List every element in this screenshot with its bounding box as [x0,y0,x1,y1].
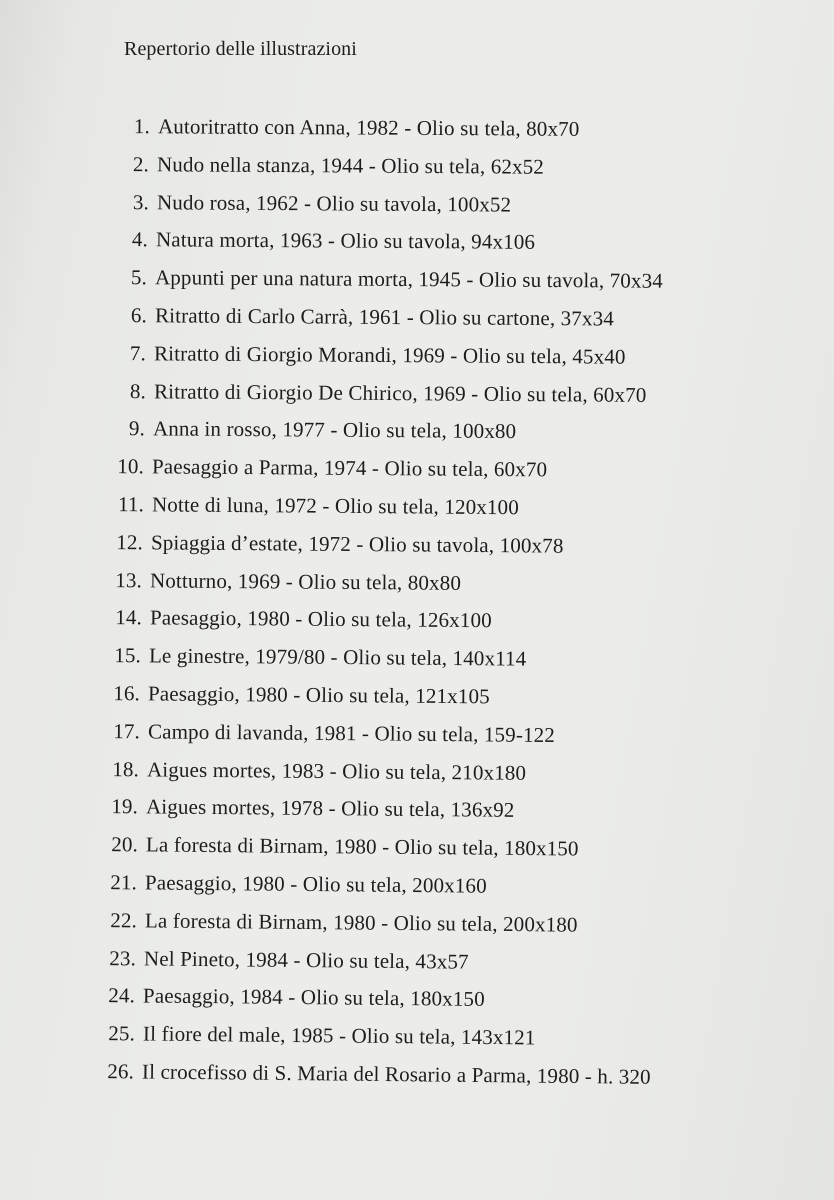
list-item-number: 21. [110,870,138,895]
list-item-number: 2. [133,151,150,177]
list-item-text: Ritratto di Carlo Carrà, 1961 - Olio su cartone, 37x34 [154,303,614,331]
list-item [109,416,516,444]
list-item-text: Paesaggio a Parma, 1974 - Olio su tela, 60x70 [152,454,548,482]
list-item-number: 19. [111,794,139,819]
list-item [98,1059,651,1090]
list-item-number: 15. [114,643,142,668]
page-heading: Repertorio delle illustrazioni [124,38,357,60]
list-item-number: 26. [107,1059,135,1084]
list-item-number: 17. [112,718,140,744]
list-item [110,341,626,370]
list-item-text: Paesaggio, 1980 - Olio su tela, 121x105 [148,681,491,709]
list-item-text: Natura morta, 1963 - Olio su tavola, 94x106 [156,227,536,255]
list-item-text: Notte di luna, 1972 - Olio su tela, 120x100 [151,492,519,520]
list-item-number: 13. [115,567,143,592]
list-item [113,152,544,180]
list-item-text: Paesaggio, 1980 - Olio su tela, 200x160 [145,870,488,898]
list-item-text: Aigues mortes, 1978 - Olio su tela, 136x92 [146,794,516,823]
list-item-number: 3. [132,189,149,214]
list-item-text: Aigues mortes, 1983 - Olio su tela, 210x180 [147,756,527,785]
list-item [113,190,511,218]
list-item-number: 14. [114,605,142,630]
list-item-number: 18. [112,756,140,781]
list-item-number: 20. [111,832,138,857]
list-item-text: La foresta di Birnam, 1980 - Olio su tela, 180x150 [145,832,579,861]
list-item [111,265,663,294]
list-item-text: Notturno, 1969 - Olio su tela, 80x80 [150,567,462,595]
list-item-text: Ritratto di Giorgio Morandi, 1969 - Olio su tela, 45x40 [154,341,626,369]
list-item-text: Il crocefisso di S. Maria del Rosario a Parma, 1980 - h. 320 [141,1059,651,1089]
list-item [107,492,518,520]
list-item-number: 7. [130,340,147,366]
list-item [106,605,492,633]
list-item [111,303,614,332]
list-item [104,681,490,709]
list-item-text: Paesaggio, 1980 - Olio su tela, 126x100 [149,605,492,633]
list-item [103,757,526,786]
list-item [102,832,579,861]
list-item-number: 16. [113,681,141,706]
list-item-number: 25. [107,1021,135,1046]
list-item-number: 10. [117,454,145,479]
list-item [106,568,461,596]
list-item-number: 9. [128,416,145,441]
list-item-text: Campo di lavanda, 1981 - Olio su tela, 159-122 [147,719,555,747]
list-item-number: 8. [129,378,146,403]
list-item-number: 4. [131,227,149,252]
list-item-text: La foresta di Birnam, 1980 - Olio su tela, 200x180 [144,908,578,937]
list-item-number: 1. [133,114,151,139]
list-item [104,719,555,748]
list-item [105,643,527,672]
list-item-text: Anna in rosso, 1977 - Olio su tela, 100x80 [152,416,517,444]
list-item [108,454,547,482]
list-item-text: Autoritratto con Anna, 1982 - Olio su tela, 80x70 [157,114,580,141]
list-item [107,530,564,559]
list-item-number: 5. [131,265,148,290]
list-item-number: 12. [116,529,144,555]
list-item-number: 23. [109,945,137,970]
list-item-number: 11. [117,492,144,517]
list-item-text: Nudo rosa, 1962 - Olio su tavola, 100x52 [156,189,512,217]
list-item [101,870,487,899]
list-item-text: Le ginestre, 1979/80 - Olio su tela, 140x114 [148,643,527,671]
list-item [112,227,535,255]
list-item [114,114,580,142]
list-item-number: 6. [130,303,147,328]
list-item [109,379,646,408]
list-item-text: Nel Pineto, 1984 - Olio su tela, 43x57 [143,946,469,974]
list-item-number: 24. [108,983,136,1008]
list-item-text: Nudo nella stanza, 1944 - Olio su tela, 62x52 [157,152,545,179]
list-item-text: Il fiore del male, 1985 - Olio su tela, 143x121 [142,1021,536,1050]
list-item [98,1021,535,1050]
list-item-text: Appunti per una natura morta, 1945 - Olio su tavola, 70x34 [155,265,664,293]
list-item [99,983,485,1012]
list-item-text: Paesaggio, 1984 - Olio su tela, 180x150 [143,983,486,1012]
list-item [102,794,515,823]
list-item-number: 22. [109,907,137,933]
list-item [100,946,469,975]
list-item [100,908,577,938]
list-item-text: Spiaggia d’estate, 1972 - Olio su tavola, 100x78 [150,530,564,558]
list-item-text: Ritratto di Giorgio De Chirico, 1969 - Olio su tela, 60x70 [153,378,647,407]
